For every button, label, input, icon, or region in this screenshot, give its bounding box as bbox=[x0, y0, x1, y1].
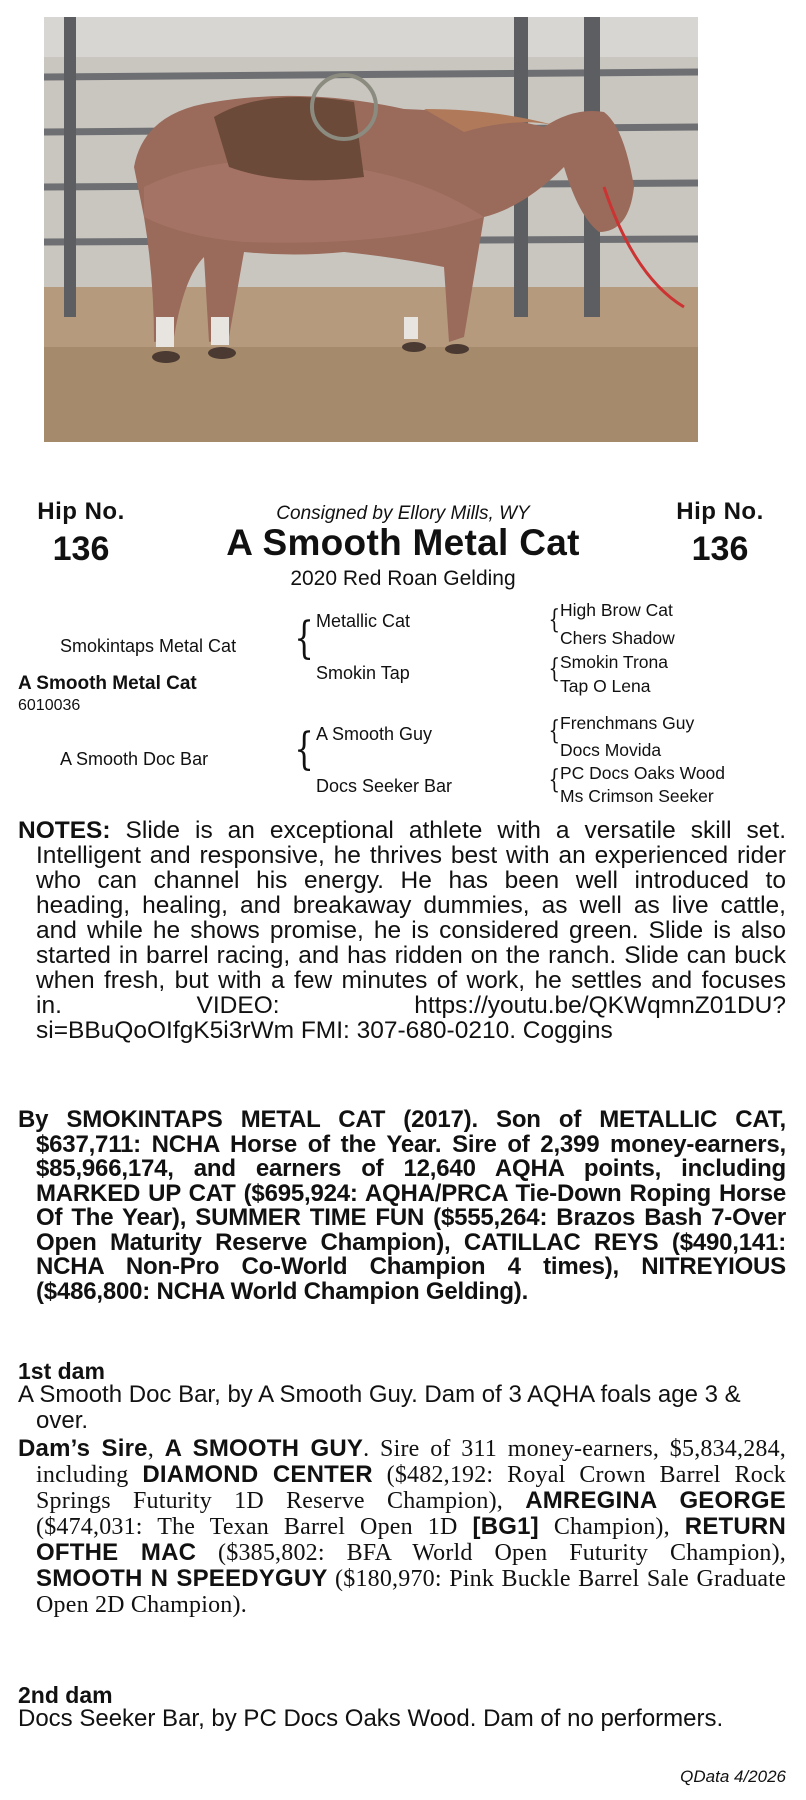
registration-number: 6010036 bbox=[18, 697, 81, 714]
grade-badge: [BG1] bbox=[472, 1513, 539, 1540]
horse-photo bbox=[44, 17, 698, 442]
pedigree-ddd: Ms Crimson Seeker bbox=[560, 786, 714, 806]
pedigree-dds: PC Docs Oaks Wood bbox=[560, 763, 726, 783]
pedigree-dam-sire: A Smooth Guy bbox=[316, 724, 433, 744]
dams-sire-text: ($482,192: Royal Crown Barrel Rock Springs Futurity 1D Reserve Champion), bbox=[36, 1462, 786, 1514]
pedigree-dss: Frenchmans Guy bbox=[560, 713, 695, 733]
dams-sire-text: ($474,031: The Texan Barrel Open 1D bbox=[36, 1514, 473, 1540]
pedigree-brace: { bbox=[548, 605, 561, 635]
hip-number: 136 bbox=[52, 530, 110, 568]
pedigree-subject: A Smooth Metal Cat bbox=[18, 673, 197, 694]
dams-sire-text: ($385,802: BFA World Open Futurity Champion), bbox=[196, 1540, 787, 1566]
notes-paragraph bbox=[18, 818, 786, 1043]
dams-sire-name: A SMOOTH GUY bbox=[164, 1435, 364, 1462]
sire-paragraph: By SMOKINTAPS METAL CAT (2017). Son of METALLIC CAT, $637,711: NCHA Horse of the Year. Sire of 2,399 money-earners, $85,966,174, and earners of 12,640 AQHA points, including MARKED UP CAT ($695,924: AQHA/PRCA Tie-Down Roping Horse Of The Year), SUMMER TIME FUN ($555,264: Brazos Bash 7-Over Open Maturity Reserve Champion), CATILLAC REYS ($490,141: NCHA Non-Pro Co-World Champion 4 times), NITREYIOUS ($486,800: NCHA World Champion Gelding). bbox=[18, 1106, 786, 1305]
hip-label: Hip No. bbox=[37, 498, 125, 525]
horse-name-title: A Smooth Metal Cat bbox=[226, 522, 580, 563]
pedigree-ssd: Chers Shadow bbox=[560, 628, 675, 648]
notes-label: NOTES: bbox=[18, 817, 111, 844]
pedigree-brace: { bbox=[294, 724, 314, 775]
dams-sire-paragraph: Dam’s Sire, A SMOOTH GUY. Sire of 311 money-earners, $5,834,284, including DIAMOND CENTER ($482,192: Royal Crown Barrel Rock Springs Futurity 1D Reserve Champion), AMREGINA GEORGE ($474,031: The Texan Barrel Open 1D [BG1] Champion), RETURN OFTHE MAC ($385,802: BFA World Open Futurity Champion), SMOOTH N SPEEDYGUY ($180,970: Pink Buckle Barrel Sale Graduate Open 2D Champion). bbox=[18, 1435, 787, 1618]
consignor-line: Consigned by Ellory Mills, WY bbox=[276, 503, 530, 524]
pedigree-sss: High Brow Cat bbox=[560, 600, 673, 620]
hip-number: 136 bbox=[691, 530, 749, 568]
horse-description: 2020 Red Roan Gelding bbox=[290, 567, 516, 590]
pedigree-dam-dam: Docs Seeker Bar bbox=[316, 776, 453, 796]
pedigree-sds: Smokin Trona bbox=[560, 652, 668, 672]
pedigree-dam: A Smooth Doc Bar bbox=[60, 749, 209, 769]
pedigree-sire-sire: Metallic Cat bbox=[316, 611, 411, 631]
offspring-name: SMOOTH N SPEEDYGUY bbox=[36, 1565, 328, 1592]
notes-text: Slide is an exceptional athlete with a versatile skill set. Intelligent and responsive, he thrives best with an experienced rider who can channel his energy. He has been well introduced to heading, healing, and breakaway dummies, as well as live cattle, and while he shows promise, he is considered green. Slide is also started in barrel racing, and has ridden on the ranch. Slide can buck when fresh, but with a few minutes of work, he settles and focuses in. VIDEO: https://youtu.be/QKWqmnZ01DU?si=BBuQoOIfgK5i3rWm FMI: 307-680-0210. Coggins bbox=[36, 817, 787, 1044]
second-dam-text: Docs Seeker Bar, by PC Docs Oaks Wood. Dam of no performers. bbox=[18, 1705, 724, 1732]
hip-label: Hip No. bbox=[676, 498, 764, 525]
dams-sire-text: . Sire of 311 money-earners, $5,834,284, including bbox=[36, 1436, 786, 1488]
offspring-name: AMREGINA GEORGE bbox=[525, 1487, 786, 1514]
pedigree-sire: Smokintaps Metal Cat bbox=[60, 636, 237, 656]
footer-credit: QData 4/2026 bbox=[680, 1767, 786, 1786]
offspring-name: RETURN OFTHE MAC bbox=[36, 1513, 786, 1566]
dams-sire-text: ($180,970: Pink Buckle Barrel Sale Graduate Open 2D Champion). bbox=[36, 1566, 786, 1618]
pedigree-sire-dam: Smokin Tap bbox=[316, 663, 410, 683]
pedigree-dsd: Docs Movida bbox=[560, 740, 662, 760]
pedigree-brace: { bbox=[548, 716, 561, 746]
dams-sire-lead: Dam’s Sire bbox=[18, 1435, 148, 1462]
offspring-name: DIAMOND CENTER bbox=[142, 1461, 373, 1488]
first-dam-heading: 1st dam bbox=[18, 1358, 105, 1384]
first-dam-text: A Smooth Doc Bar, by A Smooth Guy. Dam of 3 AQHA foals age 3 & over. bbox=[18, 1381, 741, 1434]
second-dam-heading: 2nd dam bbox=[18, 1682, 113, 1708]
pedigree-brace: { bbox=[294, 613, 314, 664]
pedigree-brace: { bbox=[548, 654, 561, 684]
dams-sire-text: Champion), bbox=[538, 1514, 685, 1540]
pedigree-sdd: Tap O Lena bbox=[560, 676, 651, 696]
pedigree-brace: { bbox=[548, 765, 561, 795]
